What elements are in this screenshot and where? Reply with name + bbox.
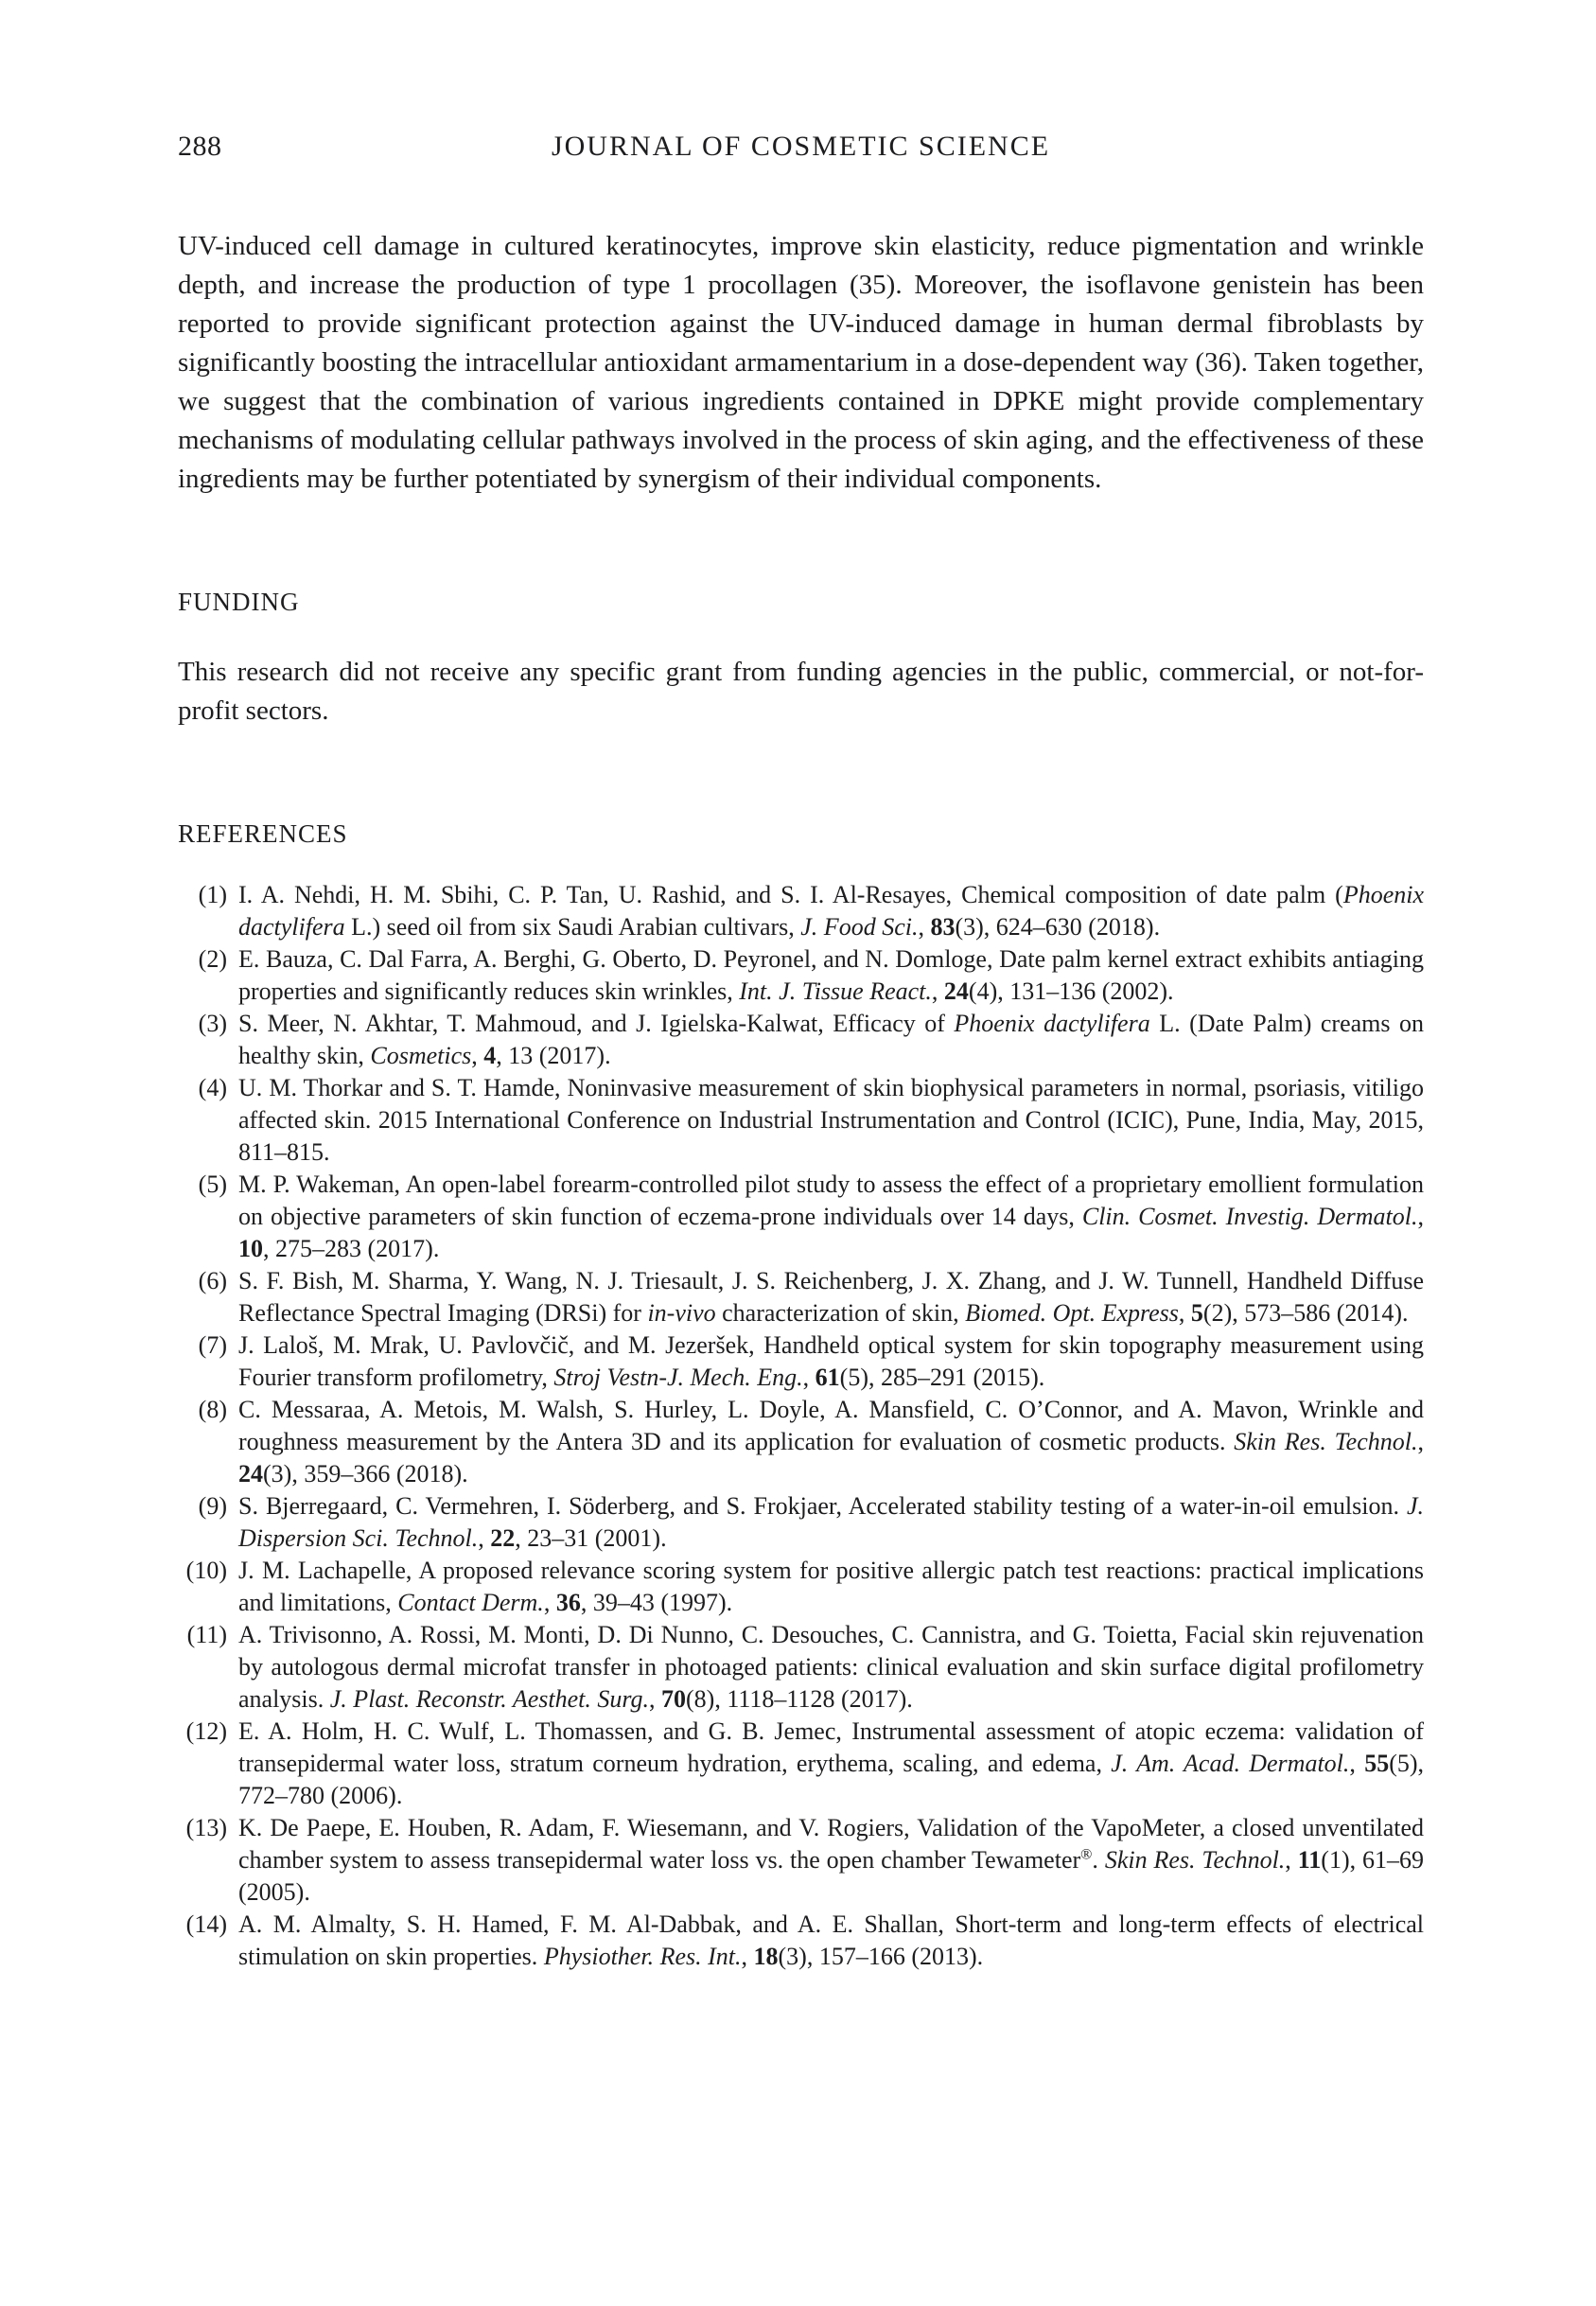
reference-text: S. Meer, N. Akhtar, T. Mahmoud, and J. Igielska-Kalwat, Efficacy of Phoenix dactylifera L. (Date Palm) creams on healthy skin, Cosmetics, 4, 13 (2017). (238, 1010, 1424, 1069)
reference-number: (6) (198, 1267, 227, 1294)
reference-item (178, 1394, 1424, 1490)
reference-text: I. A. Nehdi, H. M. Sbihi, C. P. Tan, U. Rashid, and S. I. Al-Resayes, Chemical composition of date palm (Phoenix dactylifera L.) seed oil from six Saudi Arabian cultivars, J. Food Sci., 83(3), 624–630 (2018). (238, 881, 1424, 941)
reference-text: S. F. Bish, M. Sharma, Y. Wang, N. J. Triesault, J. S. Reichenberg, J. X. Zhang, and J. W. Tunnell, Handheld Diffuse Reflectance Spectral Imaging (DRSi) for in-vivo characterization of skin, Biomed. Opt. Express, 5(2), 573–586 (2014). (238, 1267, 1424, 1327)
funding-text: This research did not receive any specific grant from funding agencies in the public, commercial, or not-for-profit sectors. (178, 657, 1424, 726)
body-paragraph: UV-induced cell damage in cultured keratinocytes, improve skin elasticity, reduce pigmentation and wrinkle depth, and increase the production of type 1 procollagen (35). Moreover, the isoflavone genistein has been reported to provide significant protection against the UV-induced damage in human dermal fibroblasts by significantly boosting the intracellular antioxidant armamentarium in a dose-dependent way (36). Taken together, we suggest that the combination of various ingredients contained in DPKE might provide complementary mechanisms of modulating cellular pathways involved in the process of skin aging, and the effectiveness of these ingredients may be further potentiated by synergism of their individual components. (178, 231, 1424, 494)
reference-text: U. M. Thorkar and S. T. Hamde, Noninvasive measurement of skin biophysical parameters in normal, psoriasis, vitiligo affected skin. 2015 International Conference on Industrial Instrumentation and Control (ICIC), Pune, India, May, 2015, 811–815. (238, 1074, 1424, 1166)
reference-number: (12) (185, 1717, 227, 1745)
reference-number: (7) (198, 1331, 227, 1359)
reference-item (178, 1555, 1424, 1619)
reference-number: (1) (198, 881, 227, 908)
reference-text: A. Trivisonno, A. Rossi, M. Monti, D. Di Nunno, C. Desouches, C. Cannistra, and G. Toietta, Facial skin rejuvenation by autologous dermal microfat transfer in photoaged patients: clinical evaluation and skin surface digital profilometry analysis. J. Plast. Reconstr. Aesthet. Surg., 70(8), 1118–1128 (2017). (238, 1621, 1424, 1713)
reference-item (178, 1329, 1424, 1394)
page-number: 288 (178, 131, 222, 162)
reference-item (178, 879, 1424, 943)
reference-item (178, 1265, 1424, 1329)
reference-number: (8) (198, 1396, 227, 1423)
funding-heading: FUNDING (178, 588, 300, 616)
reference-item (178, 1008, 1424, 1072)
reference-item (178, 1169, 1424, 1265)
reference-text: A. M. Almalty, S. H. Hamed, F. M. Al-Dabbak, and A. E. Shallan, Short-term and long-term effects of electrical stimulation on skin properties. Physiother. Res. Int., 18(3), 157–166 (2013). (238, 1910, 1424, 1970)
reference-item (178, 1490, 1424, 1555)
reference-text: K. De Paepe, E. Houben, R. Adam, F. Wiesemann, and V. Rogiers, Validation of the VapoMeter, a closed unventilated chamber system to assess transepidermal water loss vs. the open chamber Tewameter®. Skin Res. Technol., 11(1), 61–69 (2005). (238, 1814, 1424, 1906)
reference-item (178, 943, 1424, 1008)
reference-text: E. A. Holm, H. C. Wulf, L. Thomassen, and G. B. Jemec, Instrumental assessment of atopic eczema: validation of transepidermal water loss, stratum corneum hydration, erythema, scaling, and edema, J. Am. Acad. Dermatol., 55(5), 772–780 (2006). (238, 1717, 1425, 1809)
reference-number: (10) (185, 1557, 227, 1584)
reference-text: S. Bjerregaard, C. Vermehren, I. Söderberg, and S. Frokjaer, Accelerated stability testing of a water-in-oil emulsion. J. Dispersion Sci. Technol., 22, 23–31 (2001). (238, 1492, 1424, 1552)
reference-item (178, 1619, 1424, 1716)
reference-number: (9) (198, 1492, 227, 1520)
reference-text: E. Bauza, C. Dal Farra, A. Berghi, G. Oberto, D. Peyronel, and N. Domloge, Date palm kernel extract exhibits antiaging properties and significantly reduces skin wrinkles, Int. J. Tissue React., 24(4), 131–136 (2002). (238, 945, 1424, 1005)
reference-text: C. Messaraa, A. Metois, M. Walsh, S. Hurley, L. Doyle, A. Mansfield, C. O’Connor, and A. Mavon, Wrinkle and roughness measurement by the Antera 3D and its application for evaluation of cosmetic products. Skin Res. Technol., 24(3), 359–366 (2018). (238, 1396, 1424, 1487)
reference-item (178, 1909, 1424, 1973)
references-heading: REFERENCES (178, 819, 348, 848)
reference-item (178, 1072, 1424, 1169)
page-header (178, 131, 1424, 172)
reference-item (178, 1716, 1424, 1812)
reference-number: (5) (198, 1171, 227, 1198)
journal-title: JOURNAL OF COSMETIC SCIENCE (551, 131, 1051, 162)
reference-number: (14) (185, 1910, 227, 1938)
reference-text: J. Laloš, M. Mrak, U. Pavlovčič, and M. Jezeršek, Handheld optical system for skin topography measurement using Fourier transform profilometry, Stroj Vestn-J. Mech. Eng., 61(5), 285–291 (2015). (238, 1331, 1424, 1391)
reference-number: (11) (186, 1621, 227, 1648)
references-list (178, 879, 1424, 1973)
reference-item (178, 1812, 1424, 1909)
reference-number: (3) (198, 1010, 227, 1037)
reference-text: M. P. Wakeman, An open-label forearm-controlled pilot study to assess the effect of a proprietary emollient formulation on objective parameters of skin function of eczema-prone individuals over 14 days, Clin. Cosmet. Investig. Dermatol., 10, 275–283 (2017). (238, 1171, 1424, 1262)
reference-number: (2) (198, 945, 227, 973)
reference-number: (4) (198, 1074, 227, 1101)
reference-number: (13) (185, 1814, 227, 1841)
reference-text: J. M. Lachapelle, A proposed relevance scoring system for positive allergic patch test reactions: practical implications and limitations, Contact Derm., 36, 39–43 (1997). (238, 1557, 1424, 1616)
